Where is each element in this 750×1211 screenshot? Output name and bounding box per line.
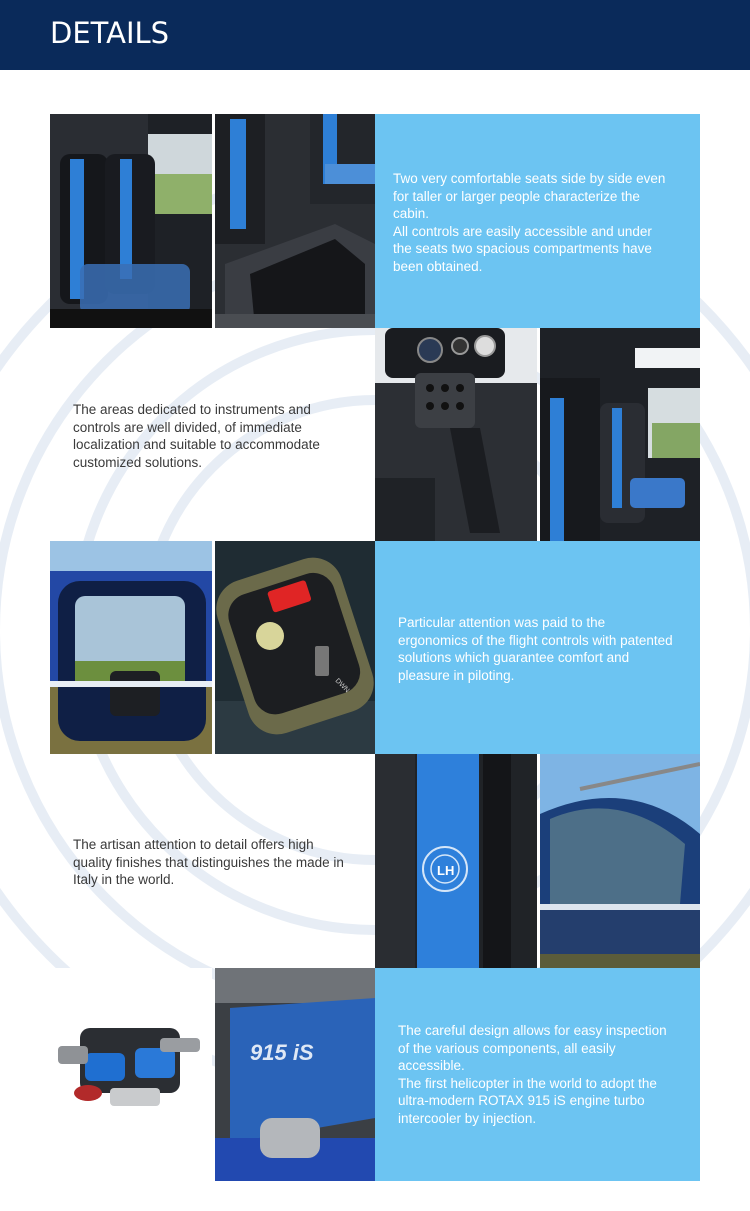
photo-instrument-panel bbox=[375, 328, 537, 541]
text-block-ergonomics bbox=[375, 541, 700, 754]
photo-seat-compartment bbox=[215, 114, 375, 328]
paragraph: The artisan attention to detail offers high quality finishes that distinguishes the made in Italy in the world. bbox=[73, 837, 344, 888]
paragraph: The areas dedicated to instruments and controls are well divided, of immediate localization and suitable to accommodate customized solutions. bbox=[73, 402, 320, 470]
page-header bbox=[0, 0, 750, 70]
photo-helicopter-exterior bbox=[540, 754, 700, 968]
photo-engine-cover bbox=[215, 968, 375, 1181]
paragraph: The first helicopter in the world to adopt the ultra-modern ROTAX 915 iS engine turbo intercooler by injection. bbox=[398, 1075, 657, 1126]
paragraph: Particular attention was paid to the ergonomics of the flight controls with patented solutions which guarantee comfort and pleasure in piloting. bbox=[398, 615, 673, 683]
text-block-engine bbox=[375, 968, 700, 1181]
strap-logo-text: LH bbox=[437, 863, 455, 878]
photo-cabin-seats bbox=[50, 114, 212, 328]
paragraph: The careful design allows for easy inspection of the various components, all easily accessible. bbox=[398, 1023, 667, 1074]
text-block-craftsmanship bbox=[50, 754, 375, 968]
photo-cabin-interior bbox=[540, 328, 700, 541]
photo-cyclic-grip bbox=[215, 541, 375, 754]
page-title: DETAILS bbox=[50, 16, 170, 50]
engine-cover-text: 915 iS bbox=[250, 1040, 314, 1065]
paragraph: All controls are easily accessible and under the seats two spacious compartments have been obtained. bbox=[393, 223, 652, 274]
text-block-cabin bbox=[375, 114, 700, 328]
photo-seat-strap bbox=[375, 754, 537, 968]
control-mark-text: DWN bbox=[333, 677, 351, 695]
photo-engine bbox=[50, 968, 212, 1181]
paragraph: Two very comfortable seats side by side even for taller or larger people characterize the cabin. bbox=[393, 171, 666, 222]
photo-cockpit-door bbox=[50, 541, 212, 754]
text-block-instruments bbox=[50, 328, 375, 541]
